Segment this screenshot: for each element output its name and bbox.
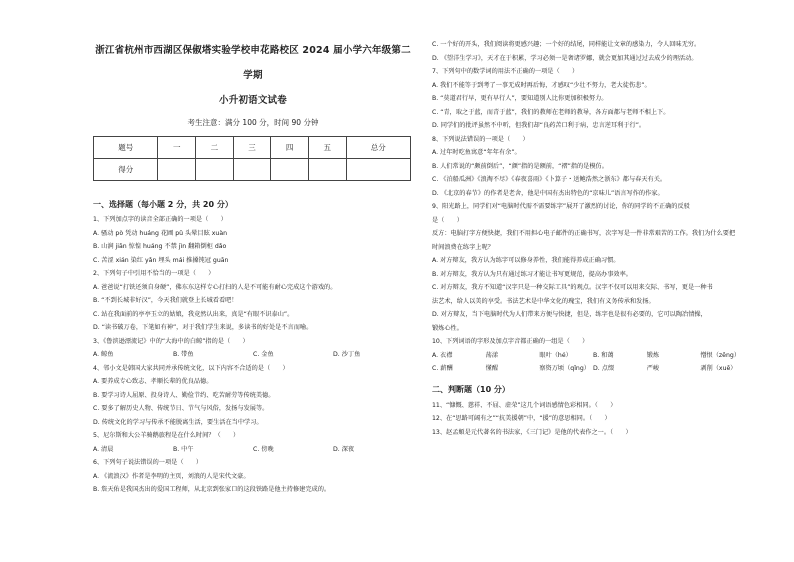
question-option: B. 和蔼 <box>593 351 614 359</box>
question-stem: 11、“慷慨、慈祥、不屈、虚荣”这几个词语感情色彩相同。（ ） <box>432 401 617 409</box>
question-stem: 9、阳光路上，同学们对“电脑时代需不需要练字”展开了激烈的讨论，你的同学的不正确的反驳 <box>432 203 690 210</box>
question-option: C. 《泊船瓜洲》《浪淘不尽》《春夜喜雨》《卜算子・送鲍浩然之浙东》都与春天有关。 <box>432 176 667 183</box>
question-context: 反方：电脑打字方便快捷，我们不用担心电子邮件的正确书写，次字写是一件非常艰苦的工作。我们为什么要把 <box>432 230 736 237</box>
left-column <box>93 38 413 497</box>
question-options-row <box>93 348 413 362</box>
question-option: B. 山涧 jiān 惊惶 huáng 不禁 jìn 翻箱倒柜 dǎo <box>93 243 227 250</box>
question-option: D. 点缀 <box>593 365 615 372</box>
question-option: 锻炼 <box>646 351 660 359</box>
question-option: D. 对方辩友，当下电脑时代为人们带来方便与快捷，但是，练字也是很有必要的，它可以陶冶情操， <box>432 311 707 318</box>
question-option: 憎恨（zēng） <box>700 351 741 359</box>
question-option: B. “不到长城非好汉”，今天我们就登上长城看看吧！ <box>93 297 238 304</box>
question-stem: 7、下列句中的数学词的用法不正确的一项是（ ） <box>432 68 579 75</box>
question-stem: 6、下列句子说法错误的一项是（ ） <box>93 459 203 466</box>
question-stem: 10、下列词语的字形及加点字音都正确的一组是（ ） <box>432 338 589 345</box>
question-option: C. 对方辩友，我方不知道“汉字只是一种交际工具”的观点。汉字不仅可以用来交际、书写，更是一种书 <box>432 284 713 291</box>
question-option: B. 要学习诗人屈原、投身诗人、勤俭节约、吃苦耐劳等传统美德。 <box>93 391 275 399</box>
section2-heading: 二、判断题（10 分） <box>432 384 510 394</box>
question-option: A. 骚动 pò 凭动 huáng 花圃 pǔ 头晕目眩 xuàn <box>93 229 228 237</box>
question-stem: 4、邻小文是韩国大家共同并承传统文化，以下内容不合适的是（ ） <box>93 364 289 372</box>
question-option: B. 人们常说的“颇前倒后”，“颜”指的是额前，“褶”指的是模仿。 <box>432 162 608 170</box>
question-options-row <box>432 349 754 363</box>
score-cell: 得分 <box>94 159 158 181</box>
question-option: C. 薪酬 <box>432 365 453 372</box>
question-options-row <box>93 443 413 457</box>
question-stem: 13、赵孟頫是元代著名的书法家，《三门记》是他的代表作之一。（ ） <box>432 428 632 436</box>
score-cell: 五 <box>308 137 346 159</box>
question-stem: 8、下列说法错误的一项是（ ） <box>432 135 529 143</box>
score-input-cell[interactable] <box>158 159 196 181</box>
question-option: 严峻 <box>646 365 660 372</box>
right-column <box>432 38 754 439</box>
question-option: D. “读书破万卷，下笔如有神”，对于我们学生来说，多读书的好处是不言而喻。 <box>93 324 313 331</box>
question-option: 眼叶（hé） <box>539 351 572 359</box>
question-option: D. 《北京的春节》的作者是老舍，他是中国有杰出特色的“京味儿”语言写作的作家。 <box>432 189 664 197</box>
question-option: C. 一个好的开头，我们阅读将更感兴趣；一个好的结尾，同样能让文章的感染力，令人回味无穷。 <box>432 41 701 48</box>
question-option: B. 詹天佑是我国杰出的爱国工程师，从北京到张家口的这段铁路是他主持修建完成的。 <box>93 486 331 493</box>
score-input-cell[interactable] <box>196 159 234 181</box>
question-option: B. 带鱼 <box>173 351 194 358</box>
question-option: A. 对方辩友，我方认为练字可以修身养性，我们能得养成正确习惯。 <box>432 257 620 264</box>
question-option: A. 要养成专心致志、孝顺长辈的优良品德。 <box>93 378 213 385</box>
question-context-cont: 时间浪费在练字上呢？ <box>432 243 494 251</box>
exam-title-line1: 浙江省杭州市西湖区保俶塔实验学校申花路校区 2024 届小学六年级第二学期 <box>95 45 411 81</box>
score-input-cell[interactable] <box>271 159 309 181</box>
section1-heading: 一、选择题（每小题 2 分，共 20 分） <box>93 200 233 209</box>
question-option-cont: 锻炼心性。 <box>432 324 463 332</box>
question-option: 懂醒 <box>485 365 499 372</box>
question-stem: 3、《鲁滨逊漂流记》中的“大海中的白鲸”指的是（ ） <box>93 337 249 345</box>
question-stem: 12、在“思路可阔有之”“抗美援朝”中，“援”的意思相同。（ ） <box>432 415 611 422</box>
score-input-cell[interactable] <box>346 159 410 181</box>
question-option: B. 对方辩友，我方认为只有通过练习才能让书写更规范，提高办事效率。 <box>432 270 632 278</box>
question-option: C. “青，取之于蓝，而青于蓝”，我们的教师在老师的教导，各方面都与老师不相上下。 <box>432 108 670 116</box>
question-option: 剥削（xuē） <box>700 365 737 372</box>
score-cell: 三 <box>233 137 271 159</box>
question-stem: 2、下列句子中引用不恰当的一项是（ ） <box>93 270 215 277</box>
question-stem-cont: 是（ ） <box>432 216 463 224</box>
question-option: A. 衣襟 <box>432 351 453 359</box>
question-option: A. 清晨 <box>93 445 114 453</box>
question-option: A. 爸爸说“打铁还须自身硬”，佛东东这样专心打扫的人是不可能有耐心完成这个游戏的。 <box>93 283 337 291</box>
question-option: D. 深夜 <box>333 445 355 453</box>
question-option: 察资万顷（qǐng） <box>539 365 590 372</box>
question-option: D. 传统文化的学习与传承不能脱离生活，要生活在当中学习。 <box>93 418 263 426</box>
question-option-cont: 法艺术，给人以美的享受。书法艺术是中华文化的瑰宝，我们有义务传承和发扬。 <box>432 297 655 305</box>
question-option: B. 中午 <box>173 445 194 453</box>
score-cell: 一 <box>158 137 196 159</box>
question-stem: 5、尼尔斯和大公羊骑鹅旅程是在什么时间？（ ） <box>93 432 240 439</box>
question-option: B. “莫道君行早，更有早行人”，要知道别人比你更加积极努力。 <box>432 95 608 102</box>
score-table-header-row <box>94 137 411 159</box>
question-option: C. 站在我面前的亭亭玉立的姑娘，我竟然认出来，真是“有眼不识泰山”。 <box>93 310 294 318</box>
question-option: A. 我们不能等于到考了一事无成时再后悔，才感叹“少壮不努力，老大徒伤悲”。 <box>432 81 651 89</box>
question-stem: 1、下列加点字的读音全部正确的一项是（ ） <box>93 216 227 223</box>
score-table-score-row <box>94 159 411 181</box>
score-cell: 二 <box>196 137 234 159</box>
exam-notice: 考生注意：满分 100 分，时间 90 分钟 <box>187 118 319 127</box>
score-cell: 题号 <box>94 137 158 159</box>
question-option: D. 沙丁鱼 <box>333 351 361 358</box>
question-option: D. 同学们的批评虽然不中听，但我们却“良药苦口利于病，忠言逆耳利于行”。 <box>432 122 646 129</box>
score-cell: 四 <box>271 137 309 159</box>
question-option: C. 苦涩 xián 染红 yǎn 埋头 mái 推搡钝冠 guān <box>93 256 229 264</box>
question-option: C. 金鱼 <box>253 351 274 358</box>
score-input-cell[interactable] <box>233 159 271 181</box>
score-input-cell[interactable] <box>308 159 346 181</box>
question-option: C. 傍晚 <box>253 445 274 453</box>
exam-title-line2: 小升初语文试卷 <box>219 95 287 106</box>
question-option: A. 鲸鱼 <box>93 351 114 358</box>
question-option: A. 《流浪汉》作者是李明的主页，刘浪的人是宋代文豪。 <box>93 472 250 480</box>
question-option: 荡漾 <box>485 351 499 359</box>
score-cell: 总分 <box>346 137 410 159</box>
score-table <box>93 136 411 181</box>
question-options-row <box>432 362 754 376</box>
question-option: D. 《望洋生学习》，天才在于积累，学习必须一是奢诸罗娜，就会更加其通过过去成少的理活动。 <box>432 54 698 62</box>
question-option: A. 过年时吃鱼寓意“年年有余”。 <box>432 149 521 156</box>
question-option: C. 要多了解历史人物、传统节日、节气与风俗，发扬与发展等。 <box>93 405 269 412</box>
